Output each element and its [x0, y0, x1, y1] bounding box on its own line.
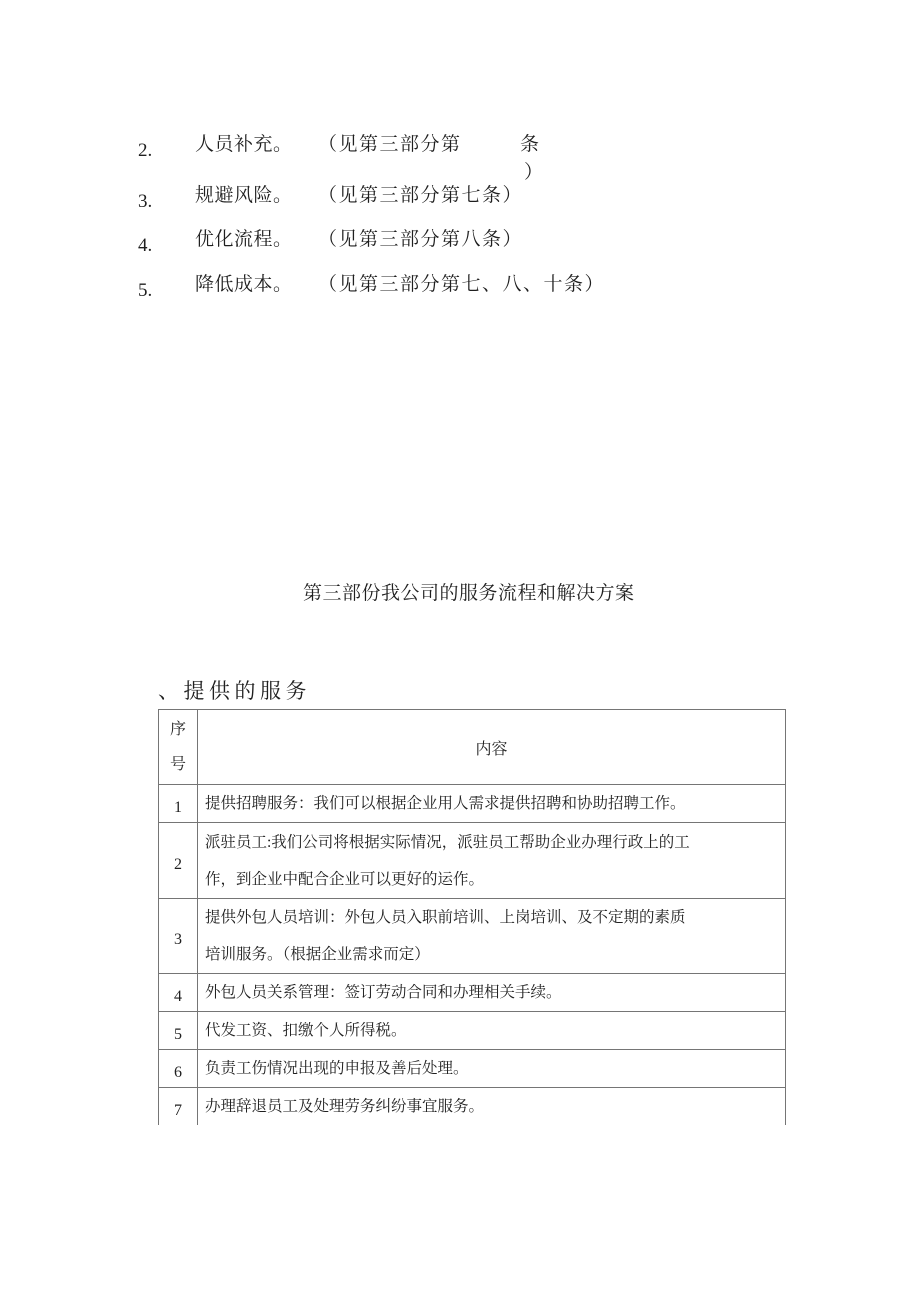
services-table	[158, 709, 786, 1125]
row-content-cell	[198, 1088, 786, 1126]
row-content-cell	[198, 785, 786, 823]
list-item-2-reference: （见第三部分第	[318, 134, 462, 155]
list-item-2-reference-tiao: 条	[520, 134, 540, 155]
row-number: 2	[174, 855, 182, 873]
row-content-line: 外包人员关系管理：签订劳动合同和办理相关手续。	[205, 984, 562, 1001]
subsection-heading: 、提供的服务	[158, 679, 311, 703]
row-content-cell	[198, 899, 786, 974]
list-item-3-number: 3.	[138, 191, 153, 212]
list-item-2-number: 2.	[138, 140, 153, 161]
row-content-line: 派驻员工:我们公司将根据实际情况，派驻员工帮助企业办理行政上的工	[205, 833, 690, 851]
row-content-line: 作，到企业中配合企业可以更好的运作。	[205, 870, 485, 888]
list-item-2-reference-close: ）	[524, 162, 544, 183]
row-number: 4	[174, 987, 182, 1005]
row-content-line: 办理辞退员工及处理劳务纠纷事宜服务。	[205, 1098, 485, 1115]
row-number: 3	[174, 931, 182, 948]
row-content-line: 代发工资、扣缴个人所得税。	[205, 1022, 407, 1039]
row-number-cell	[159, 1088, 198, 1126]
list-item-4-label: 优化流程。	[195, 229, 293, 250]
row-number: 1	[174, 798, 182, 816]
list-item-3-label: 规避风险。	[195, 185, 293, 206]
row-number-cell	[159, 1050, 198, 1088]
table-row	[159, 1012, 786, 1050]
row-content-cell	[198, 1050, 786, 1088]
table-header-row	[159, 710, 786, 785]
header-cell-number	[159, 710, 198, 785]
list-item-2-label: 人员补充。	[195, 134, 293, 155]
list-item-4-reference: （见第三部分第八条）	[318, 229, 524, 250]
row-number: 7	[174, 1101, 182, 1119]
row-content-cell	[198, 823, 786, 899]
table-row	[159, 1050, 786, 1088]
table-row	[159, 899, 786, 974]
table-row	[159, 785, 786, 823]
row-content-cell	[198, 974, 786, 1012]
table-row	[159, 823, 786, 899]
row-content-line: 培训服务。（根据企业需求而定）	[205, 946, 430, 963]
header-cell-content: 内容	[198, 710, 786, 785]
row-content-cell	[198, 1012, 786, 1050]
list-item-4-number: 4.	[138, 235, 153, 256]
table-row	[159, 974, 786, 1012]
row-content-line: 提供外包人员培训：外包人员入职前培训、上岗培训、及不定期的素质	[205, 909, 686, 926]
row-number: 5	[174, 1025, 182, 1043]
list-item-5-label: 降低成本。	[195, 274, 293, 295]
list-item-3-reference: （见第三部分第七条）	[318, 185, 524, 206]
row-number-cell	[159, 823, 198, 899]
list-item-5-number: 5.	[138, 280, 153, 301]
row-content-line: 提供招聘服务：我们可以根据企业用人需求提供招聘和协助招聘工作。	[205, 795, 686, 812]
header-number-line1: 序	[169, 721, 186, 738]
row-number-cell	[159, 1012, 198, 1050]
header-number-line2: 号	[169, 756, 186, 773]
row-number: 6	[174, 1063, 182, 1081]
table-row	[159, 1088, 786, 1126]
row-content-line: 负责工伤情况出现的申报及善后处理。	[205, 1060, 469, 1077]
row-number-cell	[159, 899, 198, 974]
row-number-cell	[159, 974, 198, 1012]
part-heading: 第三部份我公司的服务流程和解决方案	[303, 583, 635, 604]
list-item-5-reference: （见第三部分第七、八、十条）	[318, 274, 606, 295]
row-number-cell	[159, 785, 198, 823]
